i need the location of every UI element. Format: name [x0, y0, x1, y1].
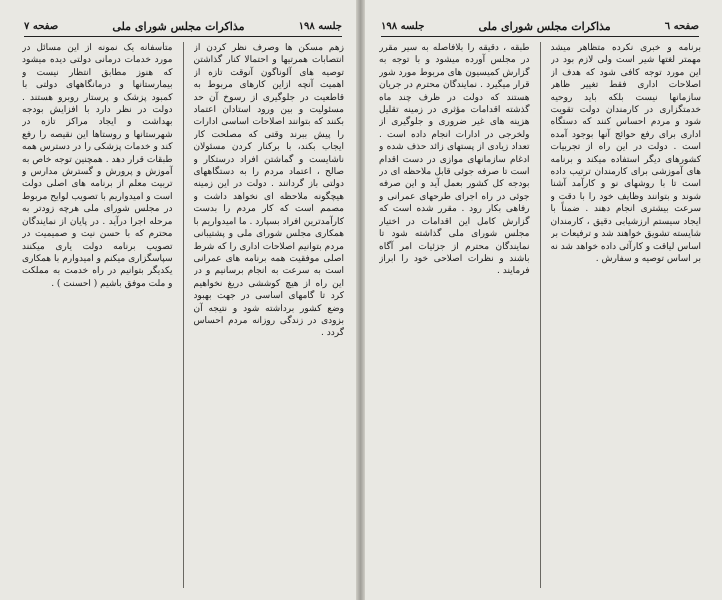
column-divider [540, 42, 541, 588]
text-columns [379, 42, 701, 588]
page-right [361, 0, 722, 600]
session-number: جلسه ۱۹۸ [381, 20, 425, 32]
page-left [0, 0, 360, 600]
text-column [551, 42, 702, 588]
header-title: مذاکرات مجلس شورای ملی [112, 19, 245, 33]
session-number: جلسه ۱۹۸ [298, 20, 342, 32]
paragraph: زهم مسکن ها وصرف نظر کردن از انتصابات همرتیها و احتمالا کنار گذاشتن توصیه های آلوناگون آنوقت تازه از اهمیت آنچه ازاین کارهای مربوط به قاطعیت در جلوگیری از رسوخ آن حد مسئولیت و بین ورود استادان اعتماد بکنند که بتوانند اصلاحات اساسی ادارات را پیش ببرند وقتی که مصلحت کار ایجاب بکند، با برکنار کردن مسئولان ناشایست و گماشتن افراد درستکار و صالح ، اعتماد مردم را به دستگاههای دولتی باز گردانند . دولت در این زمینه هیچگونه ملاحظه ای نخواهد داشت و مصمم است که کار مردم را بدست کارآمدترین افراد بسپارد . ما امیدواریم با همکاری مجلس شورای ملی و پشتیبانی مردم بتوانیم اصلاحات اداری را که شرط اصلی موفقیت همه برنامه های عمرانی است به سرعت به انجام برسانیم و در این راه از هیچ کوششی دریغ نخواهیم کرد تا گامهای اساسی در جهت بهبود وضع کشور برداشته شود و نتیجه آن بزودی در زندگی روزانه مردم احساس گردد . [193, 43, 344, 339]
paragraph: برنامه و خبری نکرده متظاهر میشد مهمتر لغتها شیر است ولی لازم بود در این مورد توجه کافی شود که هدف از اصلاحات اداری فقط تغییر ظاهر سازمانها نیست بلکه باید روحیه خدمتگزاری در کارمندان دولت تقویت شود و مردم احساس کنند که دستگاه اداری برای رفع حوائج آنها بوجود آمده است . دولت در این راه از تجربیات کشورهای دیگر استفاده میکند و برنامه های آموزشی برای کارمندان ترتیب داده است تا با روشهای نو و کارآمد آشنا شوند و بتوانند وظایف خود را با دقت و سرعت بیشتری انجام دهند . ضمناً با ایجاد سیستم ارزشیابی دقیق ، کارمندان شایسته تشویق خواهند شد و ترفیعات بر اساس لیاقت و کارآئی داده خواهد شد نه بر اساس توصیه و سفارش . [550, 43, 701, 264]
paragraph: طبقه ، دقیقه را بلافاصله به سیر مقرر در مجلس آورده میشود و با توجه به گزارش کمیسیون های مربوط مورد شور قرار میگیرد . نمایندگان محترم در جریان هستند که دولت در ظرف چند ماه گذشته اقدامات مؤثری در زمینه تقلیل هزینه های غیر ضروری و جلوگیری از ولخرجی در ادارات انجام داده است . تعداد زیادی از پستهای زائد حذف شده و ادغام سازمانهای موازی در دست اقدام است تا صرفه جوئی قابل ملاحظه ای در بودجه کل کشور بعمل آید و این صرفه جوئی در راه اجرای طرحهای عمرانی و رفاهی بکار رود . مقرر شده است که گزارش کامل این اقدامات در اختیار مجلس شورای ملی گذاشته شود تا نمایندگان محترم از جزئیات امر آگاه باشند و نظرات اصلاحی خود را ابراز فرمایند . [379, 43, 530, 277]
paragraph: متأسفانه یک نمونه از این مسائل در مورد خدمات درمانی دولتی دیده میشود که هنوز مطابق انتظار نیست و بیمارستانها و درمانگاههای دولتی با کمبود پزشک و پرستار روبرو هستند . دولت در نظر دارد با افزایش بودجه بهداشت و ایجاد مراکز تازه در شهرستانها و روستاها این نقیصه را رفع کند و خدمات پزشکی را در دسترس همه طبقات قرار دهد . همچنین توجه خاص به آموزش و پرورش و گسترش مدارس و تربیت معلم از برنامه های اصلی دولت است و امیدواریم با تصویب لوایح مربوط در مجلس شورای ملی هرچه زودتر به مرحله اجرا درآید . در پایان از نمایندگان محترم که با حسن نیت و صمیمیت در تصویب برنامه دولت یاری میکنند سپاسگزاری میکنم و امیدوارم با همکاری یکدیگر بتوانیم در راه خدمت به مملکت و ملت موفق باشیم ( احسنت ) . [22, 43, 173, 289]
page-number: صفحه ۷ [24, 20, 59, 32]
page-header [381, 16, 699, 37]
page-number: صفحه ٦ [664, 20, 699, 32]
page-header [24, 16, 342, 37]
header-title: مذاکرات مجلس شورای ملی [478, 19, 611, 33]
text-column [194, 42, 345, 588]
text-column [379, 42, 530, 588]
text-column [22, 42, 173, 588]
column-divider [183, 42, 184, 588]
book-gutter [356, 0, 365, 600]
text-columns [22, 42, 344, 588]
